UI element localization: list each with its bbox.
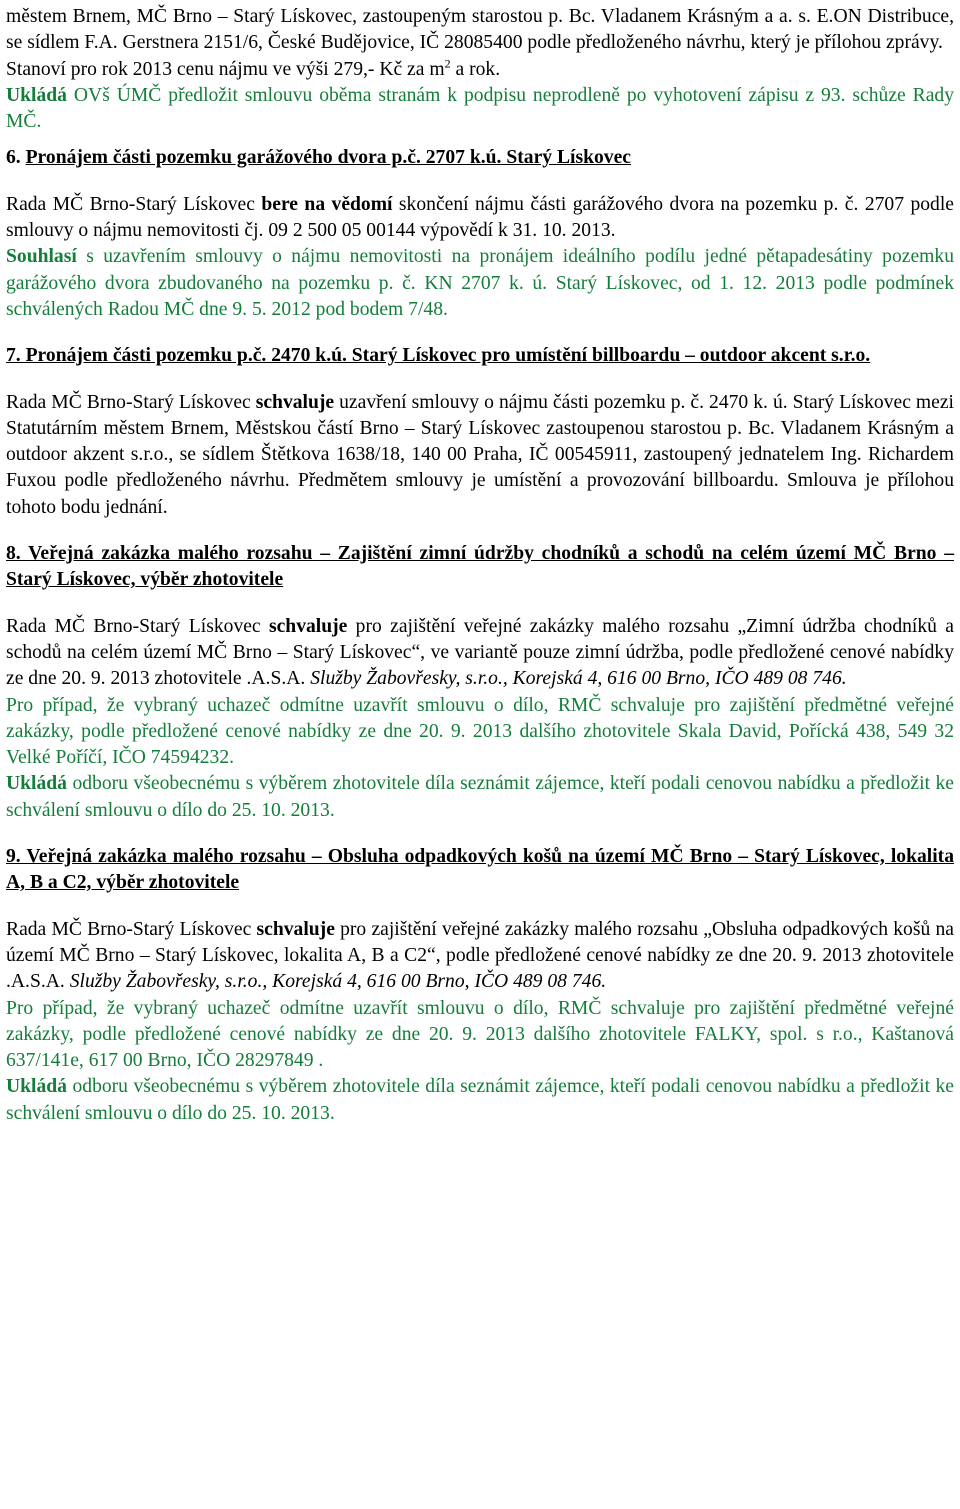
resolution-verb: schvaluje bbox=[255, 391, 335, 413]
resolution-verb: Souhlasí bbox=[6, 246, 77, 268]
resolution-verb: bere na vědomí bbox=[261, 193, 393, 215]
section-6-paragraph-2: Souhlasí s uzavřením smlouvy o nájmu nemovitosti na pronájem ideálního podílu jedné pětapadesátiny pozemku garážového dvora zbudovaného na pozemku p. č. KN 2707 k. ú. Starý Lískovec, od 1. 12. 2013 podle podmínek schválených Radou MČ dne 9. 5. 2012 pod bodem 7/48. bbox=[6, 246, 954, 320]
section-8-heading: 8. Veřejná zakázka malého rozsahu – Zajištění zimní údržby chodníků a schodů na celém území MČ Brno – Starý Lískovec, výběr zhotovitele bbox=[6, 543, 954, 591]
resolution-verb: schvaluje bbox=[256, 918, 335, 940]
resolution-verb: Ukládá bbox=[6, 773, 67, 795]
section-7-paragraph-1: Rada MČ Brno-Starý Lískovec schvaluje uzavření smlouvy o nájmu části pozemku p. č. 2470 k. ú. Starý Lískovec mezi Statutárním městem Brnem, Městskou částí Brno – Starý Lískovec zastoupenou starostou p. Bc. Vladanem Krásným a outdoor akzent s.r.o., se sídlem Štětkova 1638/18, 140 00 Praha, IČ 00545911, zastoupený jednatelem Ing. Richardem Fuxou podle předloženého návrhu. Předmětem smlouvy je umístění a provozování billboardu. Smlouva je přílohou tohoto bodu jednání. bbox=[6, 391, 954, 518]
section-7-heading: 7. Pronájem části pozemku p.č. 2470 k.ú. Starý Lískovec pro umístění billboardu – outdoor akcent s.r.o. bbox=[6, 345, 871, 367]
resolution-verb: schvaluje bbox=[268, 615, 348, 637]
rent-price-paragraph: Stanoví pro rok 2013 cenu nájmu ve výši 279,- Kč za $m^2$ a rok. bbox=[6, 56, 501, 80]
section-8-paragraph-1: Rada MČ Brno-Starý Lískovec schvaluje pro zajištění veřejné zakázky malého rozsahu „Zimní údržba chodníků a schodů na celém území MČ Brno – Starý Lískovec“, ve variantě pouze zimní údržba, podle předložené cenové nabídky ze dne 20. 9. 2013 zhotovitele .A.S.A. Služby Žabovřesky, s.r.o., Korejská 4, 616 00 Brno, IČO 489 08 746. bbox=[6, 615, 954, 690]
resolution-verb: Ukládá bbox=[6, 1076, 67, 1098]
section-6-heading: 6. Pronájem části pozemku garážového dvora p.č. 2707 k.ú. Starý Lískovec bbox=[6, 147, 631, 169]
section-9-heading: 9. Veřejná zakázka malého rozsahu – Obsluha odpadkových košů na území MČ Brno – Starý Lískovec, lokalita A, B a C2, výběr zhotovitele bbox=[6, 846, 954, 894]
section-9-paragraph-1: Rada MČ Brno-Starý Lískovec schvaluje pro zajištění veřejné zakázky malého rozsahu „Obsluha odpadkových košů na území MČ Brno – Starý Lískovec, lokalita A, B a C2“, podle předložené cenové nabídky ze dne 20. 9. 2013 zhotovitele .A.S.A. Služby Žabovřesky, s.r.o., Korejská 4, 616 00 Brno, IČO 489 08 746. bbox=[6, 918, 954, 993]
section-9-paragraph-2: Pro případ, že vybraný uchazeč odmítne uzavřít smlouvu o dílo, RMČ schvaluje pro zajištění předmětné veřejné zakázky, podle předložené cenové nabídky ze dne 20. 9. 2013 dalšího zhotovitele FALKY, spol. s r.o., Kaštanová 637/141e, 617 00 Brno, IČO 28297849 . bbox=[6, 997, 954, 1072]
resolution-verb: Ukládá bbox=[6, 84, 67, 106]
section-8-paragraph-3: Ukládá odboru všeobecnému s výběrem zhotovitele díla seznámit zájemce, kteří podali cenovou nabídku a předložit ke schválení smlouvu o dílo do 25. 10. 2013. bbox=[6, 773, 954, 821]
section-9-paragraph-3: Ukládá odboru všeobecnému s výběrem zhotovitele díla seznámit zájemce, kteří podali cenovou nabídku a předložit ke schválení smlouvu o dílo do 25. 10. 2013. bbox=[6, 1076, 954, 1124]
section-6-paragraph-1: Rada MČ Brno-Starý Lískovec bere na vědomí skončení nájmu části garážového dvora na pozemku p. č. 2707 podle smlouvy o nájmu nemovitosti čj. 09 2 500 05 00144 výpovědí k 31. 10. 2013. bbox=[6, 193, 954, 242]
superscript-two: 2 bbox=[444, 56, 451, 71]
contract-parties-paragraph: městem Brnem, MČ Brno – Starý Lískovec, zastoupeným starostou p. Bc. Vladanem Krásným a a. s. E.ON Distribuce, se sídlem F.A. Gerstnera 2151/6, České Budějovice, IČ 28085400 podle předloženého návrhu, který je přílohou zprávy. bbox=[6, 6, 954, 54]
section-8-paragraph-2: Pro případ, že vybraný uchazeč odmítne uzavřít smlouvu o dílo, RMČ schvaluje pro zajištění předmětné veřejné zakázky, podle předložené cenové nabídky ze dne 20. 9. 2013 dalšího zhotovitele Skala David, Pořícká 438, 549 32 Velké Poříčí, IČO 74594232. bbox=[6, 694, 954, 769]
task-paragraph: Ukládá OVš ÚMČ předložit smlouvu oběma stranám k podpisu neprodleně po vyhotovení zápisu z 93. schůze Rady MČ. bbox=[6, 84, 954, 133]
